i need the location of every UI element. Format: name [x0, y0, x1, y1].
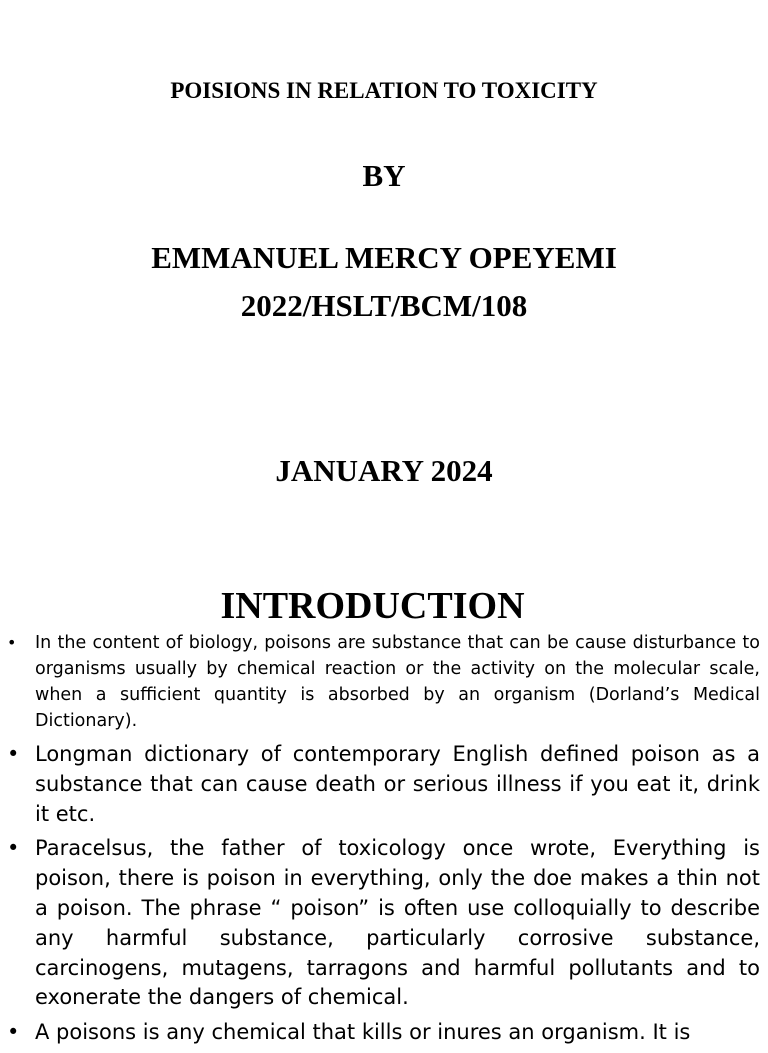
bullet-list [0, 630, 768, 1053]
section-heading: INTRODUCTION [220, 585, 525, 627]
bullet-text: A poisons is any chemical that kills or inures an organism. It is [35, 1020, 691, 1045]
document-title: POISIONS IN RELATION TO TOXICITY [170, 78, 598, 103]
bullet-text: Longman dictionary of contemporary English defined poison as a substance that can cause death or serious illness if you eat it, drink it etc. [35, 742, 760, 826]
bullet-text: Paracelsus, the father of toxicology once wrote, Everything is poison, there is poison in everything, only the doe makes a thin not a poison. The phrase “ poison” is often use colloquially to describe any harmful substance, particularly corrosive substance, carcinogens, mutagens, tarragons and harmful pollutants and to exonerate the dangers of chemical. [35, 836, 760, 1010]
bullet-icon: • [7, 633, 17, 652]
author-name: EMMANUEL MERCY OPEYEMI [151, 240, 617, 275]
bullet-icon: • [7, 742, 20, 766]
bullet-item [0, 834, 768, 1013]
bullet-item [0, 740, 768, 829]
bullet-item [0, 630, 768, 734]
bullet-icon: • [7, 836, 20, 861]
by-line: BY [362, 158, 406, 193]
bullet-icon: • [7, 1020, 20, 1045]
bullet-item [0, 1018, 768, 1048]
student-id: 2022/HSLT/BCM/108 [240, 288, 528, 323]
bullet-text: In the content of biology, poisons are substance that can be cause disturbance to organisms usually by chemical reaction or the activity on the molecular scale, when a sufficient quantity is absorbed by an organism (Dorland’s Medical Dictionary). [35, 633, 760, 731]
date-line: JANUARY 2024 [275, 453, 493, 488]
